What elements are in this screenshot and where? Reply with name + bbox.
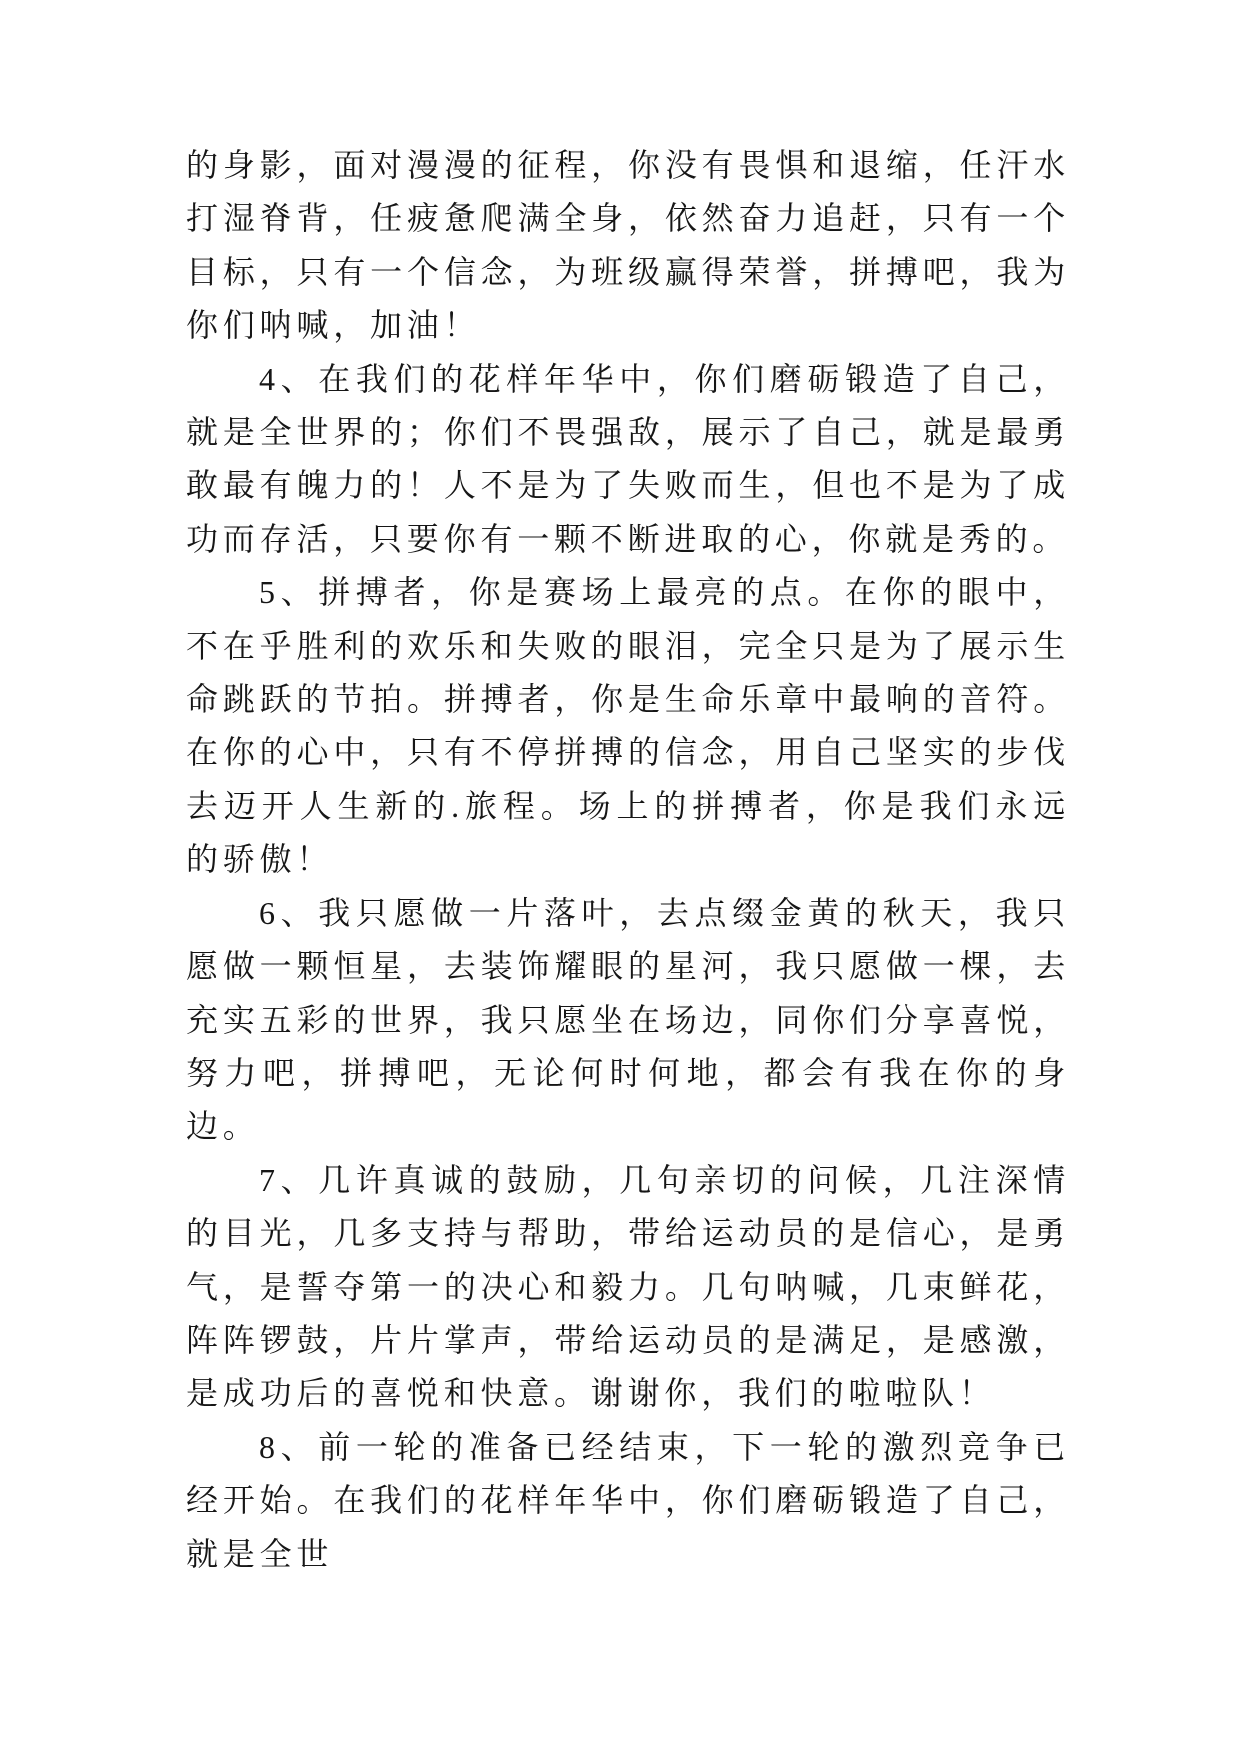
paragraph-item-7: 7、几许真诚的鼓励，几句亲切的问候，几注深情的目光，几多支持与帮助，带给运动员的是信心，是勇气，是誓夺第一的决心和毅力。几句呐喊，几束鲜花，阵阵锣鼓，片片掌声，带给运动员的是满足，是感激，是成功后的喜悦和快意。谢谢你，我们的啦啦队！ — [186, 1161, 1070, 1412]
paragraph-item-4: 4、在我们的花样年华中，你们磨砺锻造了自己，就是全世界的；你们不畏强敌，展示了自己，就是最勇敢最有魄力的！人不是为了失败而生，但也不是为了成功而存活，只要你有一颗不断进取的心，你就是秀的。 — [186, 360, 1070, 557]
paragraph-item-8: 8、前一轮的准备已经结束，下一轮的激烈竞争已经开始。在我们的花样年华中，你们磨砺锻造了自己，就是全世 — [186, 1428, 1070, 1572]
document-text-block — [186, 139, 1070, 1581]
paragraph-item-6: 6、我只愿做一片落叶，去点缀金黄的秋天，我只愿做一颗恒星，去装饰耀眼的星河，我只愿做一棵，去充实五彩的世界，我只愿坐在场边，同你们分享喜悦，努力吧，拼搏吧，无论何时何地，都会有我在你的身边。 — [186, 894, 1070, 1145]
paragraph-item-5: 5、拼搏者，你是赛场上最亮的点。在你的眼中，不在乎胜利的欢乐和失败的眼泪，完全只是为了展示生命跳跃的节拍。拼搏者，你是生命乐章中最响的音符。在你的心中，只有不停拼搏的信念，用自己坚实的步伐去迈开人生新的.旅程。场上的拼搏者，你是我们永远的骄傲！ — [186, 574, 1070, 878]
paragraph-continuation: 的身影，面对漫漫的征程，你没有畏惧和退缩，任汗水打湿脊背，任疲惫爬满全身，依然奋力追赶，只有一个目标，只有一个信念，为班级赢得荣誉，拼搏吧，我为你们呐喊，加油！ — [186, 147, 1070, 344]
